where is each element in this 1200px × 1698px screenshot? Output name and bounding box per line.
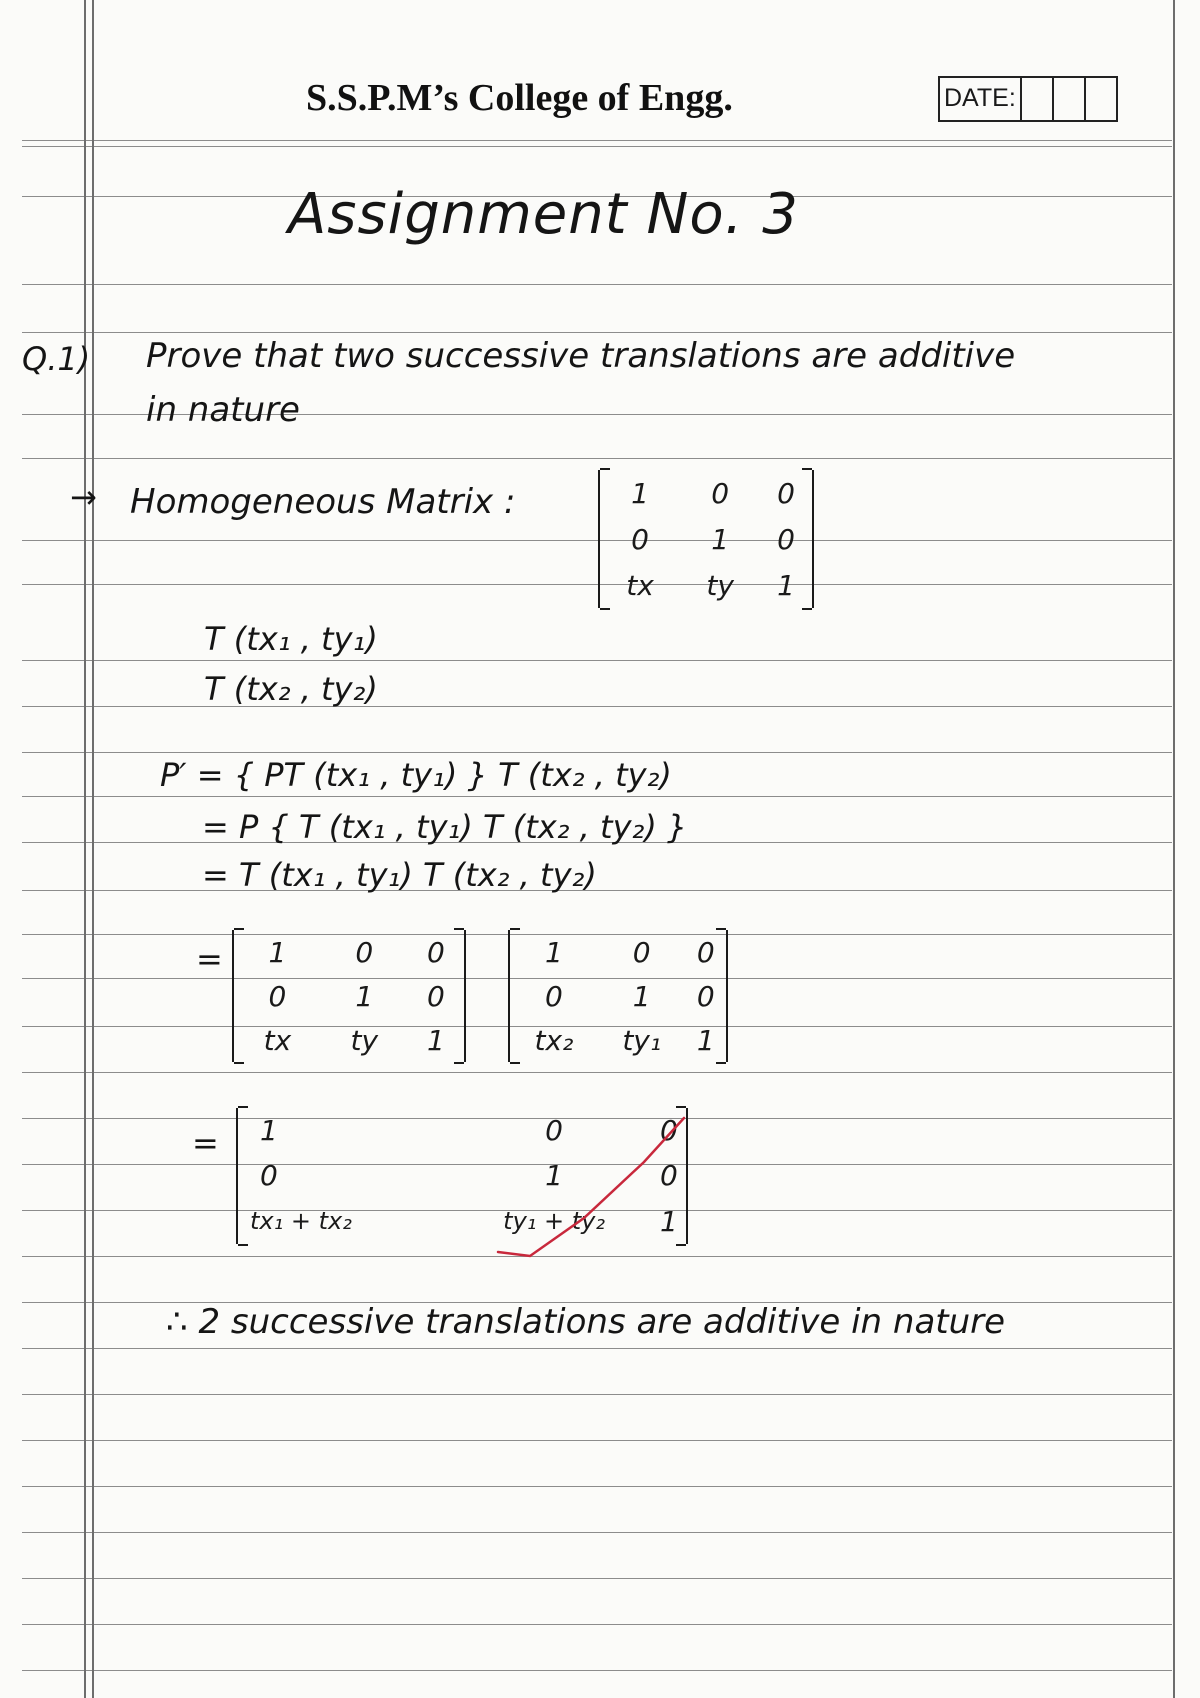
date-label: DATE: <box>940 78 1022 120</box>
matrix-cell: 0 <box>260 1159 278 1193</box>
matrix-cell: 0 <box>426 935 445 969</box>
translation-1: T (tx₁ , ty₁) <box>204 620 378 658</box>
matrix-cell: 1 <box>659 1204 678 1238</box>
ruled-line <box>22 1394 1172 1395</box>
translation-2: T (tx₂ , ty₂) <box>204 670 378 708</box>
ruled-line <box>22 1486 1172 1487</box>
ruled-line <box>22 1348 1172 1349</box>
ruled-line <box>22 146 1172 147</box>
equals-sign: = <box>196 940 223 978</box>
ruled-line <box>22 890 1172 891</box>
question-text-line1: Prove that two successive translations are additive <box>146 336 1016 376</box>
matrix-cell: 1 <box>696 1023 715 1057</box>
ruled-line <box>22 1072 1172 1073</box>
derivation-line-2: = P { T (tx₁ , ty₁) T (tx₂ , ty₂) } <box>202 808 688 846</box>
ruled-line <box>22 1440 1172 1441</box>
matrix-cell: 1 <box>777 568 795 602</box>
ruled-line <box>22 1624 1172 1625</box>
derivation-line-3: = T (tx₁ , ty₁) T (tx₂ , ty₂) <box>202 856 597 894</box>
ruled-line <box>22 1532 1172 1533</box>
ruled-line <box>22 706 1172 707</box>
date-cell <box>1086 78 1116 120</box>
ruled-line <box>22 540 1172 541</box>
homogeneous-matrix <box>598 470 814 608</box>
matrix-cell: 0 <box>696 979 715 1013</box>
matrix-cell: 0 <box>659 1159 678 1193</box>
date-cell <box>1022 78 1054 120</box>
matrix-cell: 1 <box>268 935 287 969</box>
equals-sign-result: = <box>192 1124 219 1162</box>
matrix-cell: 1 <box>544 935 563 969</box>
left-margin-line <box>84 0 86 1698</box>
matrix-cell: 0 <box>696 935 715 969</box>
matrix-cell: tx <box>263 1023 292 1057</box>
ruled-line <box>22 284 1172 285</box>
matrix-cell: ty₁ + ty₂ <box>503 1207 606 1236</box>
product-right-matrix <box>508 930 728 1062</box>
matrix-cell: 0 <box>631 522 649 556</box>
matrix-cell: 1 <box>632 979 651 1013</box>
check-mark-stroke <box>498 1118 684 1256</box>
ruled-line <box>22 660 1172 661</box>
ruled-line <box>22 458 1172 459</box>
ruled-line <box>22 1670 1172 1671</box>
matrix-cell: 0 <box>659 1114 678 1148</box>
assignment-title: Assignment No. 3 <box>288 182 799 247</box>
question-number: Q.1) <box>22 340 91 378</box>
date-box <box>938 76 1118 122</box>
matrix-cell: ty₁ <box>622 1023 662 1057</box>
matrix-cell: 0 <box>777 522 795 556</box>
matrix-cell: tx <box>626 568 654 602</box>
matrix-cell: 1 <box>260 1114 278 1148</box>
answer-arrow: → <box>70 478 97 516</box>
derivation-line-1: P′ = { PT (tx₁ , ty₁) } T (tx₂ , ty₂) <box>160 756 672 794</box>
matrix-cell: 1 <box>631 476 649 510</box>
teacher-check-mark <box>494 1110 694 1270</box>
matrix-cell: 0 <box>268 979 287 1013</box>
matrix-cell: tx₂ <box>534 1023 574 1057</box>
date-cell <box>1054 78 1086 120</box>
ruled-line <box>22 796 1172 797</box>
matrix-cell: 1 <box>355 979 374 1013</box>
matrix-cell: ty <box>350 1023 379 1057</box>
ruled-line <box>22 752 1172 753</box>
matrix-cell: 0 <box>544 979 563 1013</box>
ruled-line <box>22 1578 1172 1579</box>
matrix-cell: 1 <box>545 1159 563 1193</box>
matrix-cell: 0 <box>777 476 795 510</box>
matrix-cell: 0 <box>545 1114 563 1148</box>
college-name: S.S.P.M’s College of Engg. <box>306 77 733 119</box>
matrix-cell: 1 <box>711 522 730 556</box>
matrix-cell: 0 <box>711 476 730 510</box>
matrix-cell: tx₁ + tx₂ <box>250 1207 352 1236</box>
ruled-line <box>22 332 1172 333</box>
ruled-line <box>22 584 1172 585</box>
matrix-cell: 0 <box>632 935 651 969</box>
homogeneous-matrix-label: Homogeneous Matrix : <box>130 482 516 522</box>
product-left-matrix <box>232 930 466 1062</box>
matrix-cell: ty <box>706 568 734 602</box>
left-margin-line-inner <box>92 0 94 1698</box>
matrix-cell: 0 <box>355 935 374 969</box>
conclusion-text: ∴ 2 successive translations are additive in nature <box>166 1302 1006 1342</box>
matrix-cell: 0 <box>426 979 445 1013</box>
ruled-line <box>22 140 1172 141</box>
matrix-cell: 1 <box>426 1023 445 1057</box>
right-margin-line <box>1173 0 1175 1698</box>
question-text-line2: in nature <box>146 390 300 430</box>
